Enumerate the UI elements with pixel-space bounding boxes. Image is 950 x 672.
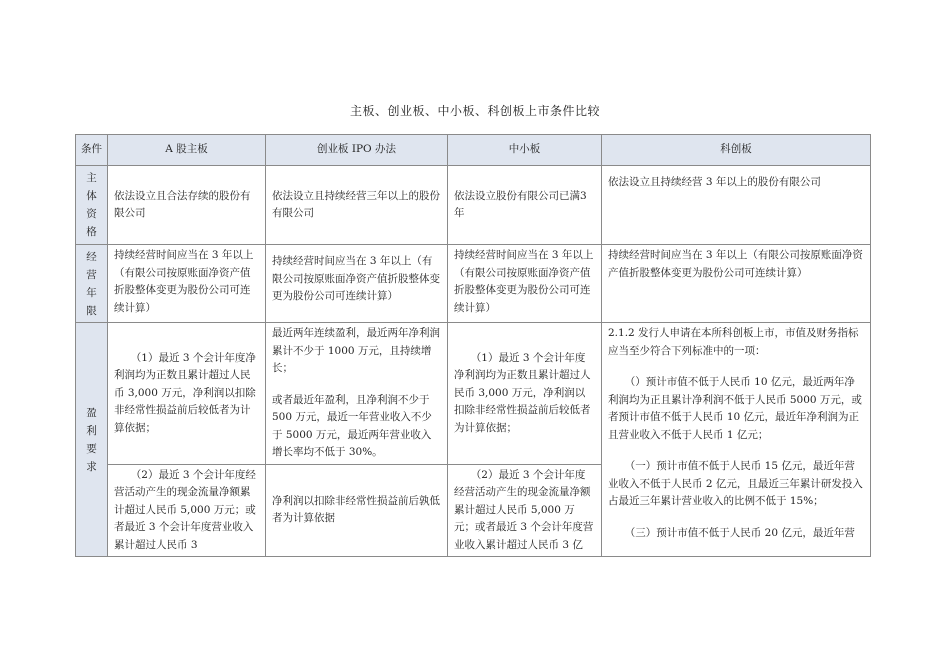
document-title: 主板、创业板、中小板、科创板上市条件比较 [349, 104, 600, 118]
table-row [76, 323, 871, 465]
cell-star-market [602, 323, 871, 557]
cell-main-board: 依法设立且合法存续的股份有限公司 [108, 166, 266, 245]
cell-chinext: 依法设立且持续经营三年以上的股份有限公司 [266, 166, 448, 245]
star-profit-para-3: （一）预计市值不低于人民币 15 亿元，最近年营业收入不低于人民币 2 亿元，且最近三年累计研发投入占最近三年累计营业收入的比例不低于 15%； [608, 460, 863, 507]
chinext-profit-para-2: 或者最近年盈利，且净利润不少于 500 万元，最近一年营业收入不少于 5000 万元，最近两年营业收入增长率均不低于 30%。 [272, 393, 432, 458]
table-header-row [76, 135, 871, 166]
cell-chinext: 净利润以扣除非经常性损益前后孰低者为计算依据 [266, 464, 448, 557]
cell-main-board: （1）最近 3 个会计年度净利润均为正数且累计超过人民币 3,000 万元，净利润以扣除非经常性损益前后较低者为计算依据； [108, 323, 266, 465]
cell-star-market: 持续经营时间应当在 3 年以上（有限公司按原账面净资产值折股整体变更为股份公司可连续计算） [602, 245, 871, 323]
row-label-subject: 主体资格 [76, 166, 108, 245]
cell-main-board: （2）最近 3 个会计年度经营活动产生的现金流量净额累计超过人民币 5,000 万元；或者最近 3 个会计年度营业收入累计超过人民币 3 [108, 464, 266, 557]
row-label-profit: 盈利要求 [76, 323, 108, 557]
cell-sme-board: 依法设立股份有限公司已满3年 [448, 166, 602, 245]
cell-sme-board: （1）最近 3 个会计年度净利润均为正数且累计超过人民币 3,000 万元，净利润以扣除非经常性损益前后较低者为计算依据； [448, 323, 602, 465]
star-profit-para-2: （）预计市值不低于人民币 10 亿元，最近两年净利润均为正且累计净利润不低于人民币 5000 万元，或者预计市值不低于人民币 10 亿元，最近年净利润为正且营业收入不低于人民币 1 亿元； [608, 376, 862, 441]
table-row [76, 166, 871, 245]
chinext-profit-para-1: 最近两年连续盈利，最近两年净利润累计不少于 1000 万元，且持续增长； [272, 327, 440, 374]
table-row [76, 245, 871, 323]
header-star-market: 科创板 [602, 135, 871, 166]
header-condition: 条件 [76, 135, 108, 166]
star-profit-para-4: （三）预计市值不低于人民币 20 亿元，最近年营 [624, 526, 855, 539]
cell-star-market: 依法设立且持续经营 3 年以上的股份有限公司 [602, 166, 871, 245]
cell-chinext [266, 323, 448, 465]
header-sme-board: 中小板 [448, 135, 602, 166]
comparison-table [75, 134, 871, 557]
cell-main-board: 持续经营时间应当在 3 年以上（有限公司按原账面净资产值折股整体变更为股份公司可连续计算） [108, 245, 266, 323]
cell-chinext: 持续经营时间应当在 3 年以上（有限公司按原账面净资产值折股整体变更为股份公司可连续计算） [266, 245, 448, 323]
header-main-board: A 股主板 [108, 135, 266, 166]
header-chinext: 创业板 IPO 办法 [266, 135, 448, 166]
row-label-operating-years: 经营年限 [76, 245, 108, 323]
cell-sme-board: 持续经营时间应当在 3 年以上（有限公司按原账面净资产值折股整体变更为股份公司可连续计算） [448, 245, 602, 323]
star-profit-para-1: 2.1.2 发行人申请在本所科创板上市，市值及财务指标应当至少符合下列标准中的一项： [608, 327, 859, 357]
cell-sme-board: （2）最近 3 个会计年度经营活动产生的现金流量净额累计超过人民币 5,000 万元；或者最近 3 个会计年度营业收入累计超过人民币 3 亿 [448, 464, 602, 557]
